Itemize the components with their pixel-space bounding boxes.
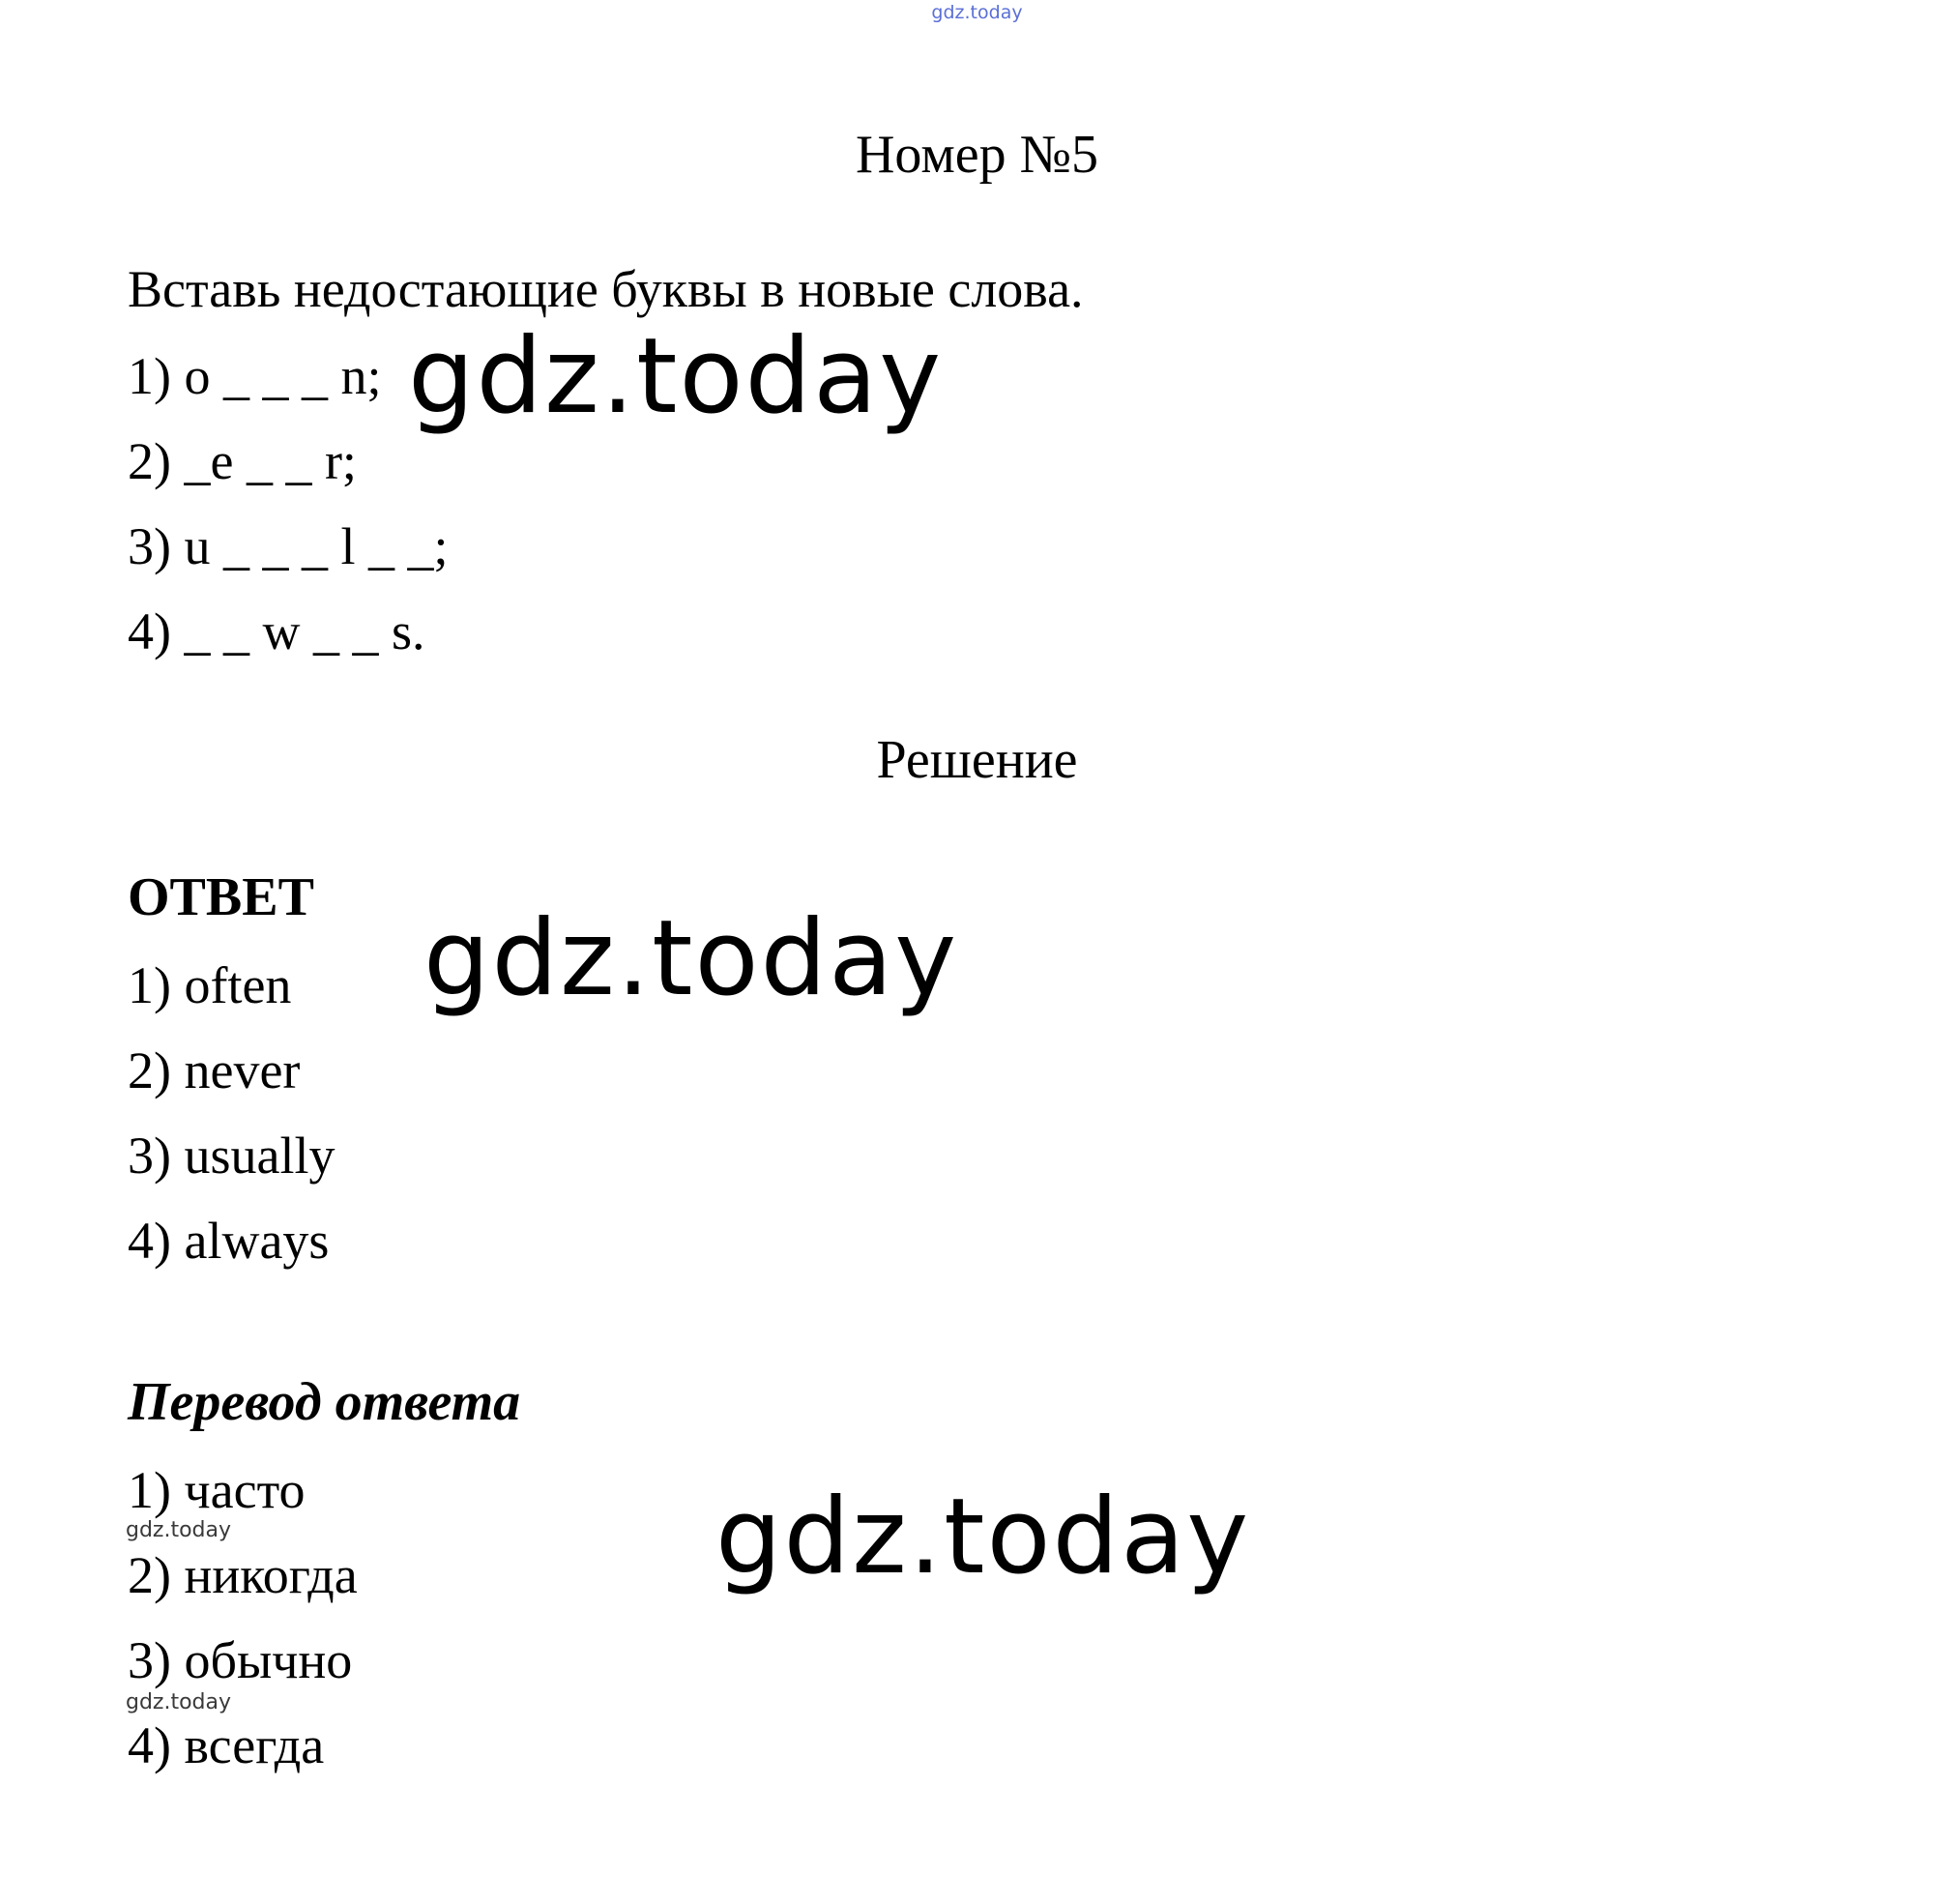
- translation-item-3: 3) обычно: [128, 1631, 353, 1689]
- translation-item-2: 2) никогда: [128, 1546, 358, 1604]
- translation-heading: Перевод ответа: [128, 1372, 521, 1432]
- task-instruction: Вставь недостающие буквы в новые слова.: [128, 260, 1084, 318]
- translation-item-4: 4) всегда: [128, 1716, 325, 1774]
- watermark-small-2: gdz.today: [126, 1690, 232, 1714]
- task-item-1: 1) o _ _ _ n;: [128, 347, 382, 405]
- answer-item-3: 3) usually: [128, 1127, 335, 1185]
- task-item-2: 2) _e _ _ r;: [128, 432, 357, 490]
- task-item-4: 4) _ _ w _ _ s.: [128, 602, 425, 660]
- watermark-large-1: gdz.today: [408, 316, 944, 437]
- solution-title: Решение: [876, 730, 1078, 790]
- page-title: Номер №5: [855, 125, 1099, 185]
- task-item-3: 3) u _ _ _ l _ _;: [128, 517, 449, 575]
- answer-item-2: 2) never: [128, 1041, 301, 1099]
- answer-item-4: 4) always: [128, 1212, 330, 1270]
- answer-item-1: 1) often: [128, 956, 292, 1014]
- watermark-small-1: gdz.today: [126, 1518, 232, 1542]
- watermark-large-3: gdz.today: [715, 1477, 1251, 1597]
- answer-heading: ОТВЕТ: [128, 867, 314, 927]
- translation-item-1: 1) часто: [128, 1461, 306, 1519]
- top-watermark: gdz.today: [931, 2, 1023, 23]
- watermark-large-2: gdz.today: [423, 898, 959, 1019]
